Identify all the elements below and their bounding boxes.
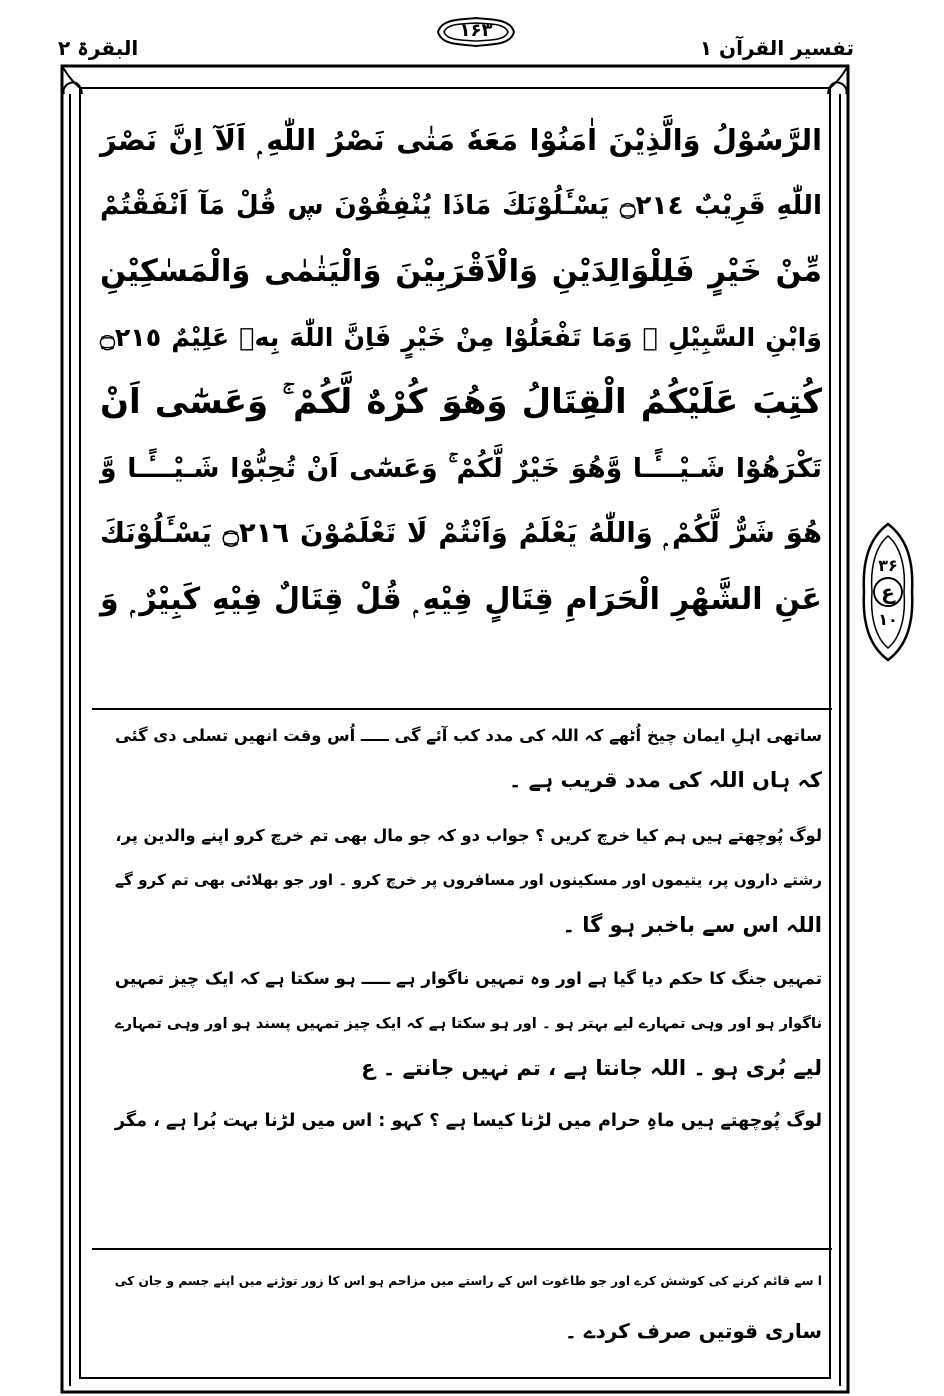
verse-line: وَابْنِ السَّبِيْلِ ۭ وَمَا تَفْعَلُوْا مِنْ خَيْرٍ فَاِنَّ اللّٰهَ بِهٖ عَلِيْمٌ ۝٢١٥: [100, 321, 822, 352]
translation-line: لوگ پُوچھتے ہیں ماہِ حرام میں لڑنا کیسا ہے ؟ کہو : اس میں لڑنا بہت بُرا ہے ، مگر: [114, 1111, 822, 1131]
page-number: ۱۶۳: [459, 20, 493, 41]
verse-line: اللّٰهِ قَرِيْبٌ ۝٢١٤ يَسْـَٔلُوْنَكَ مَاذَا يُنْفِقُوْنَ ڛ قُلْ مَآ اَنْفَقْتُمْ: [100, 190, 822, 221]
verse-line: الرَّسُوْلُ وَالَّذِيْنَ اٰمَنُوْا مَعَهٗ مَتٰى نَصْرُ اللّٰهِ ۭ اَلَآ اِنَّ نَصْرَ: [100, 123, 822, 157]
translation-paragraph: [100, 713, 822, 803]
footnote-text: [100, 1256, 822, 1356]
verse-line: كُتِبَ عَلَيْكُمُ الْقِتَالُ وَھُوَ كُرْهٌ لَّكُمْ ۚ وَعَسٰٓى اَنْ: [100, 382, 822, 422]
translation-paragraph: [100, 813, 822, 948]
quran-verse-text: [100, 108, 822, 632]
translation-line: کہ ہاں اللہ کی مدد قریب ہے ۔: [509, 768, 822, 792]
surah-name-header: البقرۃ ۲: [58, 36, 139, 60]
translation-line: ناگوار ہو اور وہی تمہارے لیے بہتر ہو ۔ اور ہو سکتا ہے کہ ایک چیز تمہیں پسند ہو اور وہی تمہارے: [114, 1015, 822, 1032]
ruku-number-top: ۳۶: [878, 556, 898, 575]
translation-line: رشتے داروں پر، یتیموں اور مسکینوں اور مسافروں پر خرچ کرو ۔ اور جو بھلائی بھی تم کرو گے: [115, 871, 822, 889]
translation-line: تمہیں جنگ کا حکم دیا گیا ہے اور وہ تمہیں ناگوار ہے ـــــ ہو سکتا ہے کہ ایک چیز تمہیں: [114, 968, 822, 988]
urdu-translation: [100, 713, 822, 1144]
ruku-number-bottom: ۱۰: [878, 610, 898, 629]
footnote-line: ا سے قائم کرنے کی کوشش کرے اور جو طاغوت اس کے راستے میں مزاحم ہو اس کا زور توڑنے میں اپنے جسم و جان کی: [114, 1274, 822, 1288]
ruku-symbol: ع: [881, 580, 895, 604]
translation-line: لوگ پُوچھتے ہیں ہم کیا خرچ کریں ؟ جواب دو کہ جو مال بھی تم خرچ کرو اپنے والدین پر،: [115, 826, 822, 845]
translation-line: اللہ اس سے باخبر ہو گا ۔: [562, 913, 822, 937]
verse-translation-divider: [92, 708, 832, 710]
footnote-divider: [92, 1248, 832, 1250]
translation-line: لیے بُری ہو ۔ اللہ جانتا ہے ، تم نہیں جانتے ۔ ع: [361, 1056, 822, 1080]
ruku-marker: [858, 522, 918, 662]
translation-paragraph: [100, 1099, 822, 1144]
verse-line: عَنِ الشَّهْرِ الْحَرَامِ قِتَالٍ فِيْهِ ۭ قُلْ قِتَالٌ فِيْهِ كَبِيْرٌ ۭ وَ: [100, 581, 822, 617]
translation-paragraph: [100, 956, 822, 1091]
page-number-badge: [432, 14, 520, 50]
verse-line: تَكْرَھُوْا شَـيْـــًٔـا وَّھُوَ خَيْرٌ لَّكُمْ ۚ وَعَسٰٓى اَنْ تُحِبُّوْا شَـيْـــًٔـا وَّ: [100, 452, 822, 484]
footnote-line: ساری قوتیں صرف کردے ۔: [565, 1319, 822, 1343]
book-title-header: تفسیر القرآن ۱: [699, 36, 854, 60]
verse-line: مِّنْ خَيْرٍ فَلِلْوَالِدَيْنِ وَالْاَقْرَبِيْنَ وَالْيَتٰمٰى وَالْمَسٰكِيْنِ: [100, 254, 822, 289]
verse-line: ھُوَ شَرٌّ لَّكُمْ ۭ وَاللّٰهُ يَعْلَمُ وَاَنْتُمْ لَا تَعْلَمُوْنَ ۝٢١٦ يَسْـَٔلُوْنَكَ: [100, 518, 822, 549]
translation-line: ساتھی اہلِ ایمان چیخ اُٹھے کہ اللہ کی مدد کب آئے گی ـــــ اُس وقت انھیں تسلی دی گئی: [114, 726, 822, 745]
